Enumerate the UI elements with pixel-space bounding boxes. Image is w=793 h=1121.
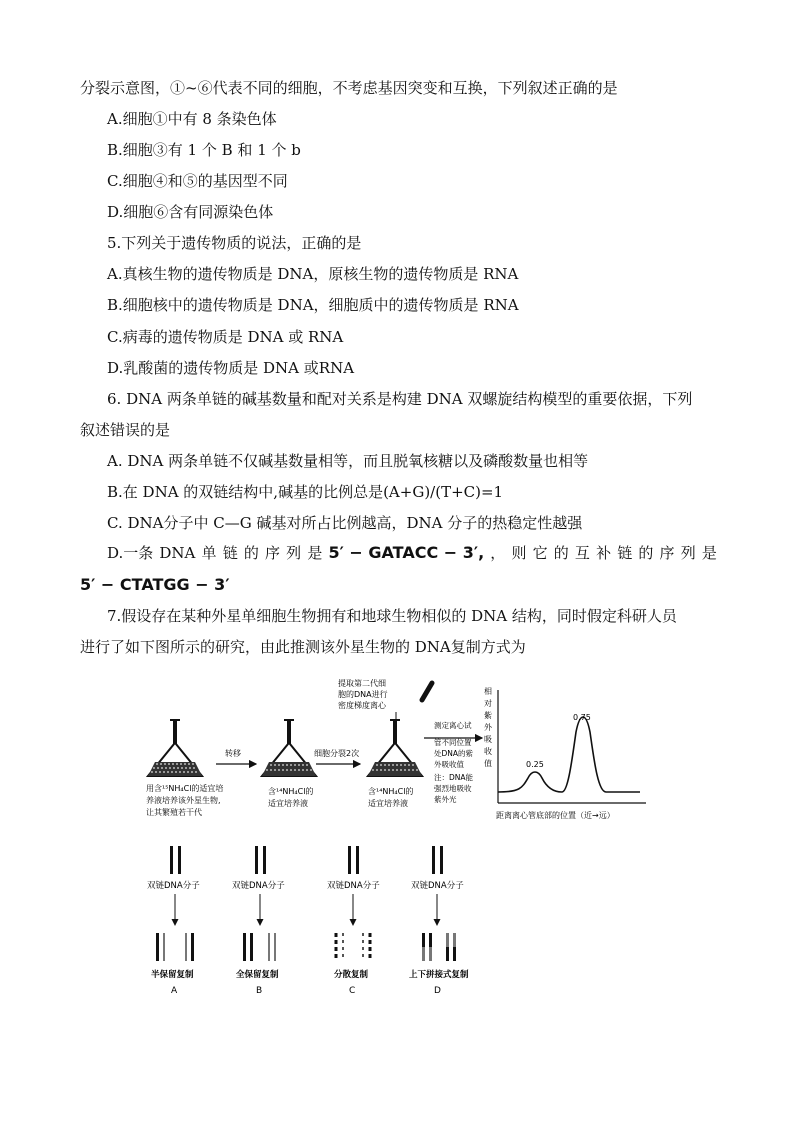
option-b-diagram [243,846,276,961]
measure-note-line2: 管不同位置 [434,738,472,747]
q5-option-b: B.细胞核中的遗传物质是 DNA，细胞质中的遗传物质是 RNA [107,296,519,314]
q5-option-d: D.乳酸菌的遗传物质是 DNA 或RNA [107,359,355,377]
option-c-top-label: 双链DNA分子 [327,881,380,891]
extract-note-line1: 提取第二代细 [338,679,386,688]
option-d-top-label: 双链DNA分子 [411,881,464,891]
uv-absorbance-chart [498,690,646,803]
option-c-diagram [336,846,370,961]
flask-1-label-line3: 让其繁殖若干代 [146,808,202,817]
q6-option-b: B.在 DNA 的双链结构中,碱基的比例总是(A+G)/(T+C)=1 [107,483,504,501]
extract-note-line2: 胞的DNA进行 [338,690,388,699]
measure-note-line5: 注：DNA能 [434,773,474,782]
yaxis-char-6: 收 [484,747,492,756]
q7-stem-line2: 进行了如下图所示的研究，由此推测该外星生物的 DNA复制方式为 [80,638,526,656]
pipette-icon [422,683,432,700]
extract-note-line3: 密度梯度离心 [338,701,386,710]
q5-option-a: A.真核生物的遗传物质是 DNA，原核生物的遗传物质是 RNA [107,265,519,283]
peak-1-label: 0.25 [526,760,544,769]
measure-note-line1: 测定离心试 [434,721,472,730]
flask-3-label-line1: 含¹⁴NH₄Cl的 [368,787,414,796]
option-a-name: 半保留复制 [151,970,194,980]
option-d-diagram [422,846,456,961]
yaxis-char-3: 紫 [484,711,492,720]
measure-note-line4: 外吸收值 [434,760,464,769]
option-c-letter: C [349,986,356,996]
flask-1-label-line1: 用含¹⁵NH₄Cl的适宜培 [146,784,224,793]
option-a-diagram [156,846,194,961]
yaxis-char-4: 外 [484,723,492,732]
flask-2-label-line2: 适宜培养液 [268,799,308,808]
peak-2-label: 0.75 [573,713,591,722]
transfer-label: 转移 [225,749,241,758]
measure-note-line6: 强烈地吸收 [434,784,472,793]
flask-2 [262,720,316,776]
option-d-letter: D [434,986,441,996]
q6-stem-line2: 叙述错误的是 [80,421,171,439]
option-c-name: 分散复制 [334,970,369,980]
option-b-letter: B [256,986,263,996]
division-label: 细胞分裂2次 [314,749,360,758]
measure-note-line7: 紫外光 [434,795,457,804]
option-d-name: 上下拼接式复制 [409,970,469,980]
yaxis-char-5: 吸 [484,735,492,744]
flask-1 [148,720,202,776]
q4-option-a: A.细胞①中有 8 条染色体 [107,110,277,128]
yaxis-char-1: 相 [484,687,492,696]
flask-3-label-line2: 适宜培养液 [368,799,408,808]
q6-option-a: A. DNA 两条单链不仅碱基数量相等，而且脱氧核糖以及磷酸数量也相等 [107,452,589,470]
q4-option-b: B.细胞③有 1 个 B 和 1 个 b [107,141,301,159]
q4-option-d: D.细胞⑥含有同源染色体 [107,203,274,221]
absorbance-curve [498,717,640,792]
q5-stem: 5.下列关于遗传物质的说法，正确的是 [107,234,362,252]
flask-1-label-line2: 养液培养该外星生物, [146,796,221,805]
sequence-1: 5′ − GATACC − 3′, [328,543,485,562]
q5-option-c: C.病毒的遗传物质是 DNA 或 RNA [107,328,344,346]
q6-option-c: C. DNA分子中 C—G 碱基对所占比例越高，DNA 分子的热稳定性越强 [107,514,583,532]
option-b-top-label: 双链DNA分子 [232,881,285,891]
measure-note-line3: 处DNA的紫 [434,749,474,758]
q4-stem: 分裂示意图，①~⑥代表不同的细胞，不考虑基因突变和互换，下列叙述正确的是 [80,79,618,97]
option-b-name: 全保留复制 [236,970,279,980]
yaxis-char-2: 对 [484,699,492,708]
q7-stem-line1: 7.假设存在某种外星单细胞生物拥有和地球生物相似的 DNA 结构，同时假定科研人员 [107,607,677,625]
q6-stem-line1: 6. DNA 两条单链的碱基数量和配对关系是构建 DNA 双螺旋结构模型的重要依据，下列 [107,390,693,408]
option-a-letter: A [171,986,178,996]
yaxis-char-7: 值 [484,759,492,768]
option-a-top-label: 双链DNA分子 [147,881,200,891]
xaxis-label: 距离离心管底部的位置（近→远） [496,811,615,820]
flask-2-label-line1: 含¹⁴NH₄Cl的 [268,787,314,796]
q4-option-c: C.细胞④和⑤的基因型不同 [107,172,288,190]
sequence-2: 5′ − CTATGG − 3′ [80,575,230,594]
flask-3 [368,720,422,776]
q6-option-d-line1: D.一条 DNA 单 链 的 序 列 是 5′ − GATACC − 3′, ， 则 它 的 互 补 链 的 序 列 是 [107,543,717,562]
